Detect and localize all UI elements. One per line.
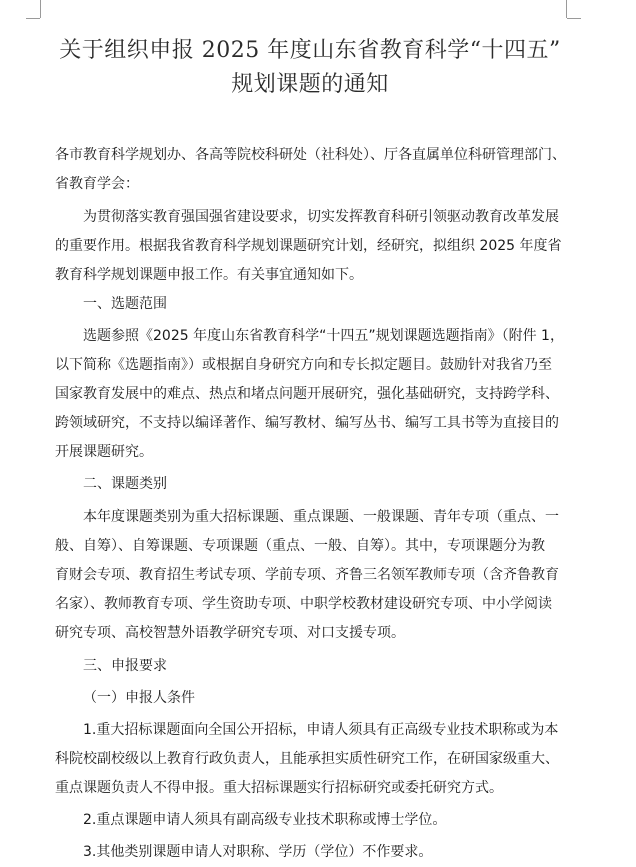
- intro-line: 的重要作用。根据我省教育科学规划课题研究计划，经研究，拟组织 2025 年度省: [55, 238, 562, 254]
- section1-line: 开展课题研究。: [55, 444, 153, 460]
- section2-line: 名家）、教师教育专项、学生资助专项、中职学校教材建设研究专项、中小学阅读: [55, 596, 552, 612]
- crop-mark-right: [566, 0, 567, 18]
- item2-line: 2.重点课题申请人须具有副高级专业技术职称或博士学位。: [83, 812, 447, 828]
- crop-mark-right-h: [567, 18, 581, 19]
- crop-mark-left: [40, 0, 41, 18]
- document-title-line-1: 关于组织申报 2025 年度山东省教育科学“十四五”: [59, 38, 561, 63]
- section2-line: 本年度课题类别为重大招标课题、重点课题、一般课题、青年专项（重点、一: [83, 509, 559, 525]
- salutation-line: 省教育学会：: [55, 176, 139, 192]
- item1-line: 1.重大招标课题面向全国公开招标，申请人须具有正高级专业技术职称或为本: [83, 722, 559, 738]
- document-title-line-2: 规划课题的通知: [231, 72, 389, 97]
- section1-line: 国家教育发展中的难点、热点和堵点问题开展研究，强化基础研究，支持跨学科、: [55, 386, 559, 402]
- section2-line: 育财会专项、教育招生考试专项、学前专项、齐鲁三名领军教师专项（含齐鲁教育: [55, 567, 559, 583]
- section2-line: 般、自筹）、自筹课题、专项课题（重点、一般、自筹）。其中，专项课题分为教: [55, 538, 545, 554]
- item1-line: 科院校副校级以上教育行政负责人，且能承担实质性研究工作，在研国家级重大、: [55, 751, 559, 767]
- item1-line: 重点课题负责人不得申报。重大招标课题实行招标研究或委托研究方式。: [55, 780, 503, 796]
- section2-line: 研究专项、高校智慧外语教学研究专项、对口支援专项。: [55, 625, 405, 641]
- section-heading: 一、选题范围: [83, 296, 167, 312]
- crop-mark-left-h: [26, 18, 40, 19]
- salutation-line: 各市教育科学规划办、各高等院校科研处（社科处）、厅各直属单位科研管理部门、: [55, 147, 566, 163]
- section-heading: 二、课题类别: [83, 476, 167, 492]
- item3-line: 3.其他类别课题申请人对职称、学历（学位）不作要求。: [83, 844, 433, 860]
- intro-line: 教育科学规划课题申报工作。有关事宜通知如下。: [55, 267, 363, 283]
- section-heading: 三、申报要求: [83, 658, 167, 674]
- section1-line: 以下简称《选题指南》）或根据自身研究方向和专长拟定题目。鼓励针对我省乃至: [55, 357, 552, 373]
- section1-line: 跨领域研究，不支持以编译著作、编写教材、编写丛书、编写工具书等为直接目的: [55, 415, 559, 431]
- intro-line: 为贯彻落实教育强国强省建设要求，切实发挥教育科研引领驱动教育改革发展: [83, 209, 559, 225]
- subsection-heading: （一）申报人条件: [83, 690, 195, 706]
- section1-line: 选题参照《2025 年度山东省教育科学“十四五”规划课题选题指南》（附件 1，: [83, 328, 564, 344]
